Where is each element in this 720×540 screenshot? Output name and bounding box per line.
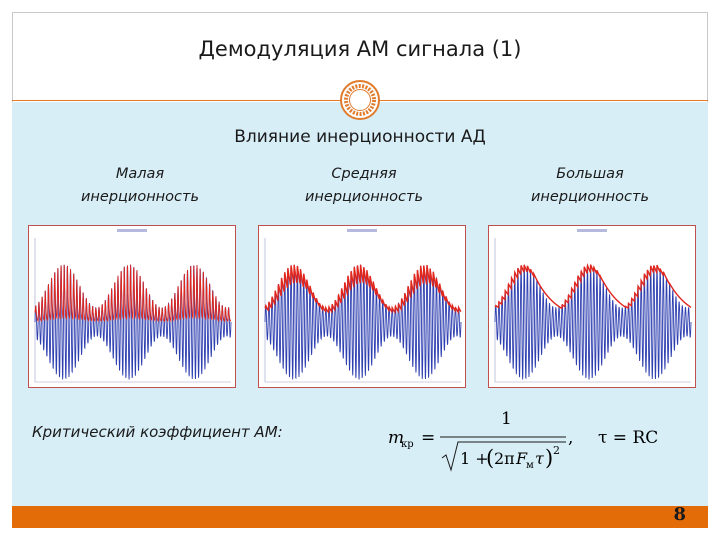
formula-tau-rc: τ = RC [598, 428, 659, 448]
critical-coefficient-label: Критический коэффициент АМ: [32, 423, 283, 441]
formula-F-sub: м [526, 460, 534, 471]
critical-am-formula [388, 404, 678, 476]
formula-F: F [516, 449, 528, 468]
scope-caption-mark [577, 229, 607, 232]
page-number: 8 [673, 504, 686, 525]
formula-m: m [388, 428, 405, 448]
formula-two-pi: 2π [494, 449, 515, 468]
slide-title: Демодуляция АМ сигнала (1) [198, 37, 522, 61]
formula-m-sub: кр [401, 439, 414, 450]
detector-output [35, 265, 231, 322]
oscillogram-large-inertia [488, 225, 696, 388]
column-label-small: Малая инерционность [81, 166, 199, 205]
formula-tau: τ [535, 449, 544, 468]
oscillogram-medium-inertia [258, 225, 466, 388]
formula-paren-open: ( [486, 446, 495, 470]
ring-ornament-icon [339, 79, 381, 121]
column-label-medium: Средняя инерционность [305, 166, 423, 205]
footer-bar [12, 506, 708, 528]
oscillogram-small-inertia [28, 225, 236, 388]
formula-one-plus: 1 + [460, 449, 489, 468]
slide-subtitle: Влияние инерционности АД [234, 127, 486, 147]
formula-comma: , [568, 428, 574, 448]
scope-caption-mark [117, 229, 147, 232]
formula-paren-close: ) [545, 446, 554, 470]
formula-equals: = [421, 428, 436, 448]
column-label-large: Большая инерционность [531, 166, 649, 205]
carrier-waveform [495, 265, 691, 380]
formula-exponent: 2 [553, 444, 560, 457]
scope-caption-mark [347, 229, 377, 232]
formula-numerator: 1 [501, 409, 512, 429]
